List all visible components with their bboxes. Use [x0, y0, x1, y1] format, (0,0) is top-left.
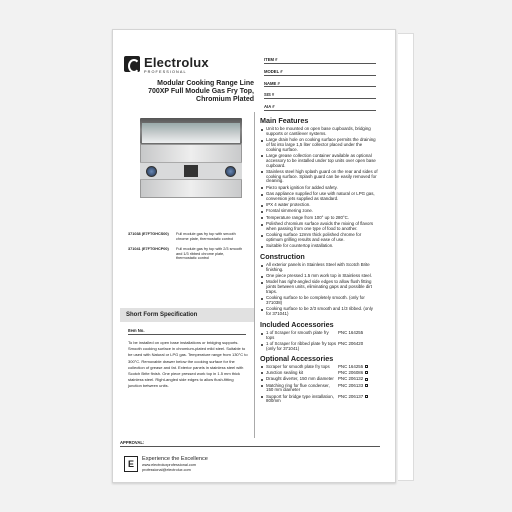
accessory-name: Scraper for smooth plate fry tops [266, 363, 330, 369]
name-field[interactable]: NAME # [264, 76, 376, 88]
electrolux-logo [124, 56, 209, 74]
short-form-title: Short Form Specification [120, 308, 254, 322]
accessory-pnc: PNC 164255 [338, 330, 364, 335]
electrolux-footer-logo-icon: E [124, 456, 138, 472]
checkbox-icon[interactable] [365, 395, 368, 398]
approval-line [120, 446, 380, 447]
ignition-panel [184, 165, 198, 177]
item-no-line [128, 334, 246, 335]
checkbox-icon[interactable] [365, 384, 368, 387]
aia-field[interactable]: AIA # [264, 99, 376, 111]
title-line: Modular Cooking Range Line [157, 80, 254, 87]
approval-label: APPROVAL: [120, 440, 145, 445]
accessory-pnc: PNC 164255 [338, 363, 364, 369]
accessory-pnc: PNC 206132 [338, 376, 364, 382]
column-divider [254, 112, 255, 438]
accessory-row [260, 377, 378, 382]
model-description: Full module gas fry top with 2/3 smooth and 1/3 ribbed chrome plate, thermostatic control [176, 247, 243, 260]
list-item: Model has right-angled side edges to allow flush fitting joints between units, eliminating gaps and possible dirt traps. [260, 280, 378, 294]
footer-tagline: Experience the Excellence [142, 456, 208, 462]
model-list [128, 232, 248, 267]
included-accessories-list [260, 331, 378, 352]
product-image [128, 118, 246, 198]
short-form-text: To be installed on open base installations or bridging supports. Smooth cooking surface in chromium-plated mild steel. Suitable to be used with Natural or LPG gas. Temperature range from 130°C to 300°C. Removable drawer below the cooking surface for the collection of grease and fat. Exterior panels in stainless steel with Scotch Brite finish. One piece pressed work top in 1.5 mm thick stainless steel. Right-angled side edges to allow flush-fitting junction between units. [128, 340, 248, 389]
accessory-name: 1 of Scraper for ribbed plate fry tops (only for 371041) [266, 341, 337, 351]
footer-url[interactable]: www.electroluxprofessional.com [142, 463, 197, 467]
list-item: Stainless steel high splash guard on the rear and sides of cooking surface. Splash guard can be easily removed for cleaning. [260, 170, 378, 184]
accessory-name: Draught diverter, 150 mm diameter [266, 376, 334, 382]
accessory-row [260, 384, 378, 394]
accessory-row [260, 365, 378, 370]
model-row [128, 232, 248, 241]
included-accessories-title: Included Accessories [260, 320, 334, 329]
list-item: Suitable for countertop installation. [260, 244, 378, 249]
optional-accessories-title: Optional Accessories [260, 353, 334, 363]
list-item: Piezo spark ignition for added safety. [260, 186, 378, 191]
document-title [128, 80, 254, 104]
electrolux-logo-icon [124, 56, 140, 72]
list-item: Frontal simmering zone. [260, 209, 378, 214]
list-item: Cooking surface 12mm thick polished chrome for optimum grilling results and ease of use. [260, 233, 378, 243]
list-item: IPX 4 water protection. [260, 203, 378, 208]
model-code: 371038 (E7FTGHCS00) [128, 232, 169, 236]
control-knob-icon [225, 166, 236, 177]
list-item: Polished chromium surface avoids the mixing of flavors when passing from one type of food to another. [260, 222, 378, 232]
item-field[interactable]: ITEM # [264, 52, 376, 64]
model-field[interactable]: MODEL # [264, 64, 376, 76]
accessory-name: Junction sealing kit [266, 369, 304, 375]
accessory-row [260, 371, 378, 376]
features-column [260, 116, 378, 406]
accessory-name: 1 of Scraper for smooth plate fry tops [266, 330, 329, 340]
brand-subtitle: PROFESSIONAL [144, 70, 187, 74]
model-code: 371041 (E7FTGHCP00) [128, 247, 169, 251]
title-line: 700XP Full Module Gas Fry Top, [148, 88, 254, 95]
accessory-row [260, 342, 378, 352]
accessory-row [260, 395, 378, 405]
construction-title: Construction [260, 252, 305, 262]
control-knob-icon [146, 166, 157, 177]
list-item: Cooking surface to be 2/3 smooth and 1/3 ribbed. (only for 371041) [260, 307, 378, 317]
accessory-pnc: PNC 206086 [338, 369, 364, 375]
model-row [128, 247, 248, 261]
accessory-pnc: PNC 206133 [338, 382, 364, 388]
construction-list [260, 263, 378, 317]
optional-accessories-list [260, 365, 378, 405]
accessory-pnc: PNC 206420 [338, 341, 364, 347]
footer [142, 456, 208, 473]
list-item: Large grease collection container available as optional accessory to be installed under top units over open base cupboard. [260, 154, 378, 168]
list-item: Gas appliance supplied for use with natural or LPG gas, conversion jets supplied as standard. [260, 192, 378, 202]
list-item: One piece pressed 1.5 mm work top in Stainless steel. [260, 274, 378, 279]
accessory-pnc: PNC 206137 [338, 393, 364, 399]
main-features-title: Main Features [260, 116, 309, 125]
list-item: Temperature range from 100° up to 280°C. [260, 216, 378, 221]
model-description: Full module gas fry top with smooth chrome plate, thermostatic control [176, 232, 236, 241]
list-item: Unit to be mounted on open base cupboards, bridging supports or cantilever systems. [260, 127, 378, 137]
checkbox-icon[interactable] [365, 365, 368, 368]
page-edge [398, 33, 414, 481]
item-no-label: Item No. [128, 328, 145, 333]
accessory-name: Support for bridge type installation, 800mm [266, 393, 334, 404]
title-line: Chromium Plated [196, 96, 254, 103]
list-item: Large drain hole on cooking surface permits the draining of fat into large 1,5 liter collector placed under the cooking surface. [260, 138, 378, 152]
footer-email[interactable]: professional@electrolux.com [142, 467, 191, 472]
form-fields [264, 52, 376, 111]
checkbox-icon[interactable] [365, 371, 368, 374]
accessory-name: Matching ring for flue condenser, 150 mm diameter [266, 382, 330, 393]
main-features-list [260, 127, 378, 249]
chrome-plate [142, 123, 240, 143]
checkbox-icon[interactable] [365, 378, 368, 381]
list-item: Cooking surface to be completely smooth. (only for 371038) [260, 296, 378, 306]
list-item: All exterior panels in Stainless Steel with Scotch Brite finishing. [260, 263, 378, 273]
accessory-row [260, 331, 378, 341]
sis-field[interactable]: SIS # [264, 87, 376, 99]
brand-name: Electrolux [144, 55, 209, 70]
